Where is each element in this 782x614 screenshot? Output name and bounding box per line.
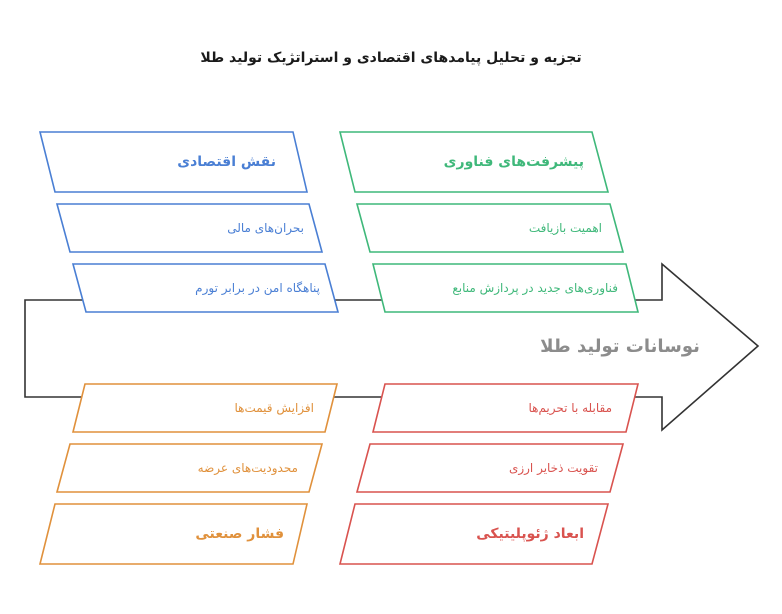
technology-item-2: فناوری‌های جدید در پردازش منابع xyxy=(452,281,618,295)
geopolitics-item-2: تقویت ذخایر ارزی xyxy=(508,461,598,475)
technology-item-1: اهمیت بازیافت xyxy=(528,221,602,235)
economic-item-2: پناهگاه امن در برابر تورم xyxy=(195,281,320,295)
industry-item-1: افزایش قیمت‌ها xyxy=(234,401,314,415)
economic-header: نقش اقتصادی xyxy=(177,154,276,170)
geopolitics-item-1: مقابله با تحریم‌ها xyxy=(528,401,612,415)
industry-header: فشار صنعتی xyxy=(195,526,284,542)
arrow-label: نوسانات تولید طلا xyxy=(540,336,700,357)
industry-item-2: محدودیت‌های عرضه xyxy=(197,461,298,475)
economic-item-1: بحران‌های مالی xyxy=(227,221,304,235)
geopolitics-header: ابعاد ژئوپلیتیکی xyxy=(476,526,584,542)
technology-header: پیشرفت‌های فناوری xyxy=(443,154,584,170)
page-title: تجزیه و تحلیل پیامدهای اقتصادی و استراتژیک تولید طلا xyxy=(200,50,582,66)
